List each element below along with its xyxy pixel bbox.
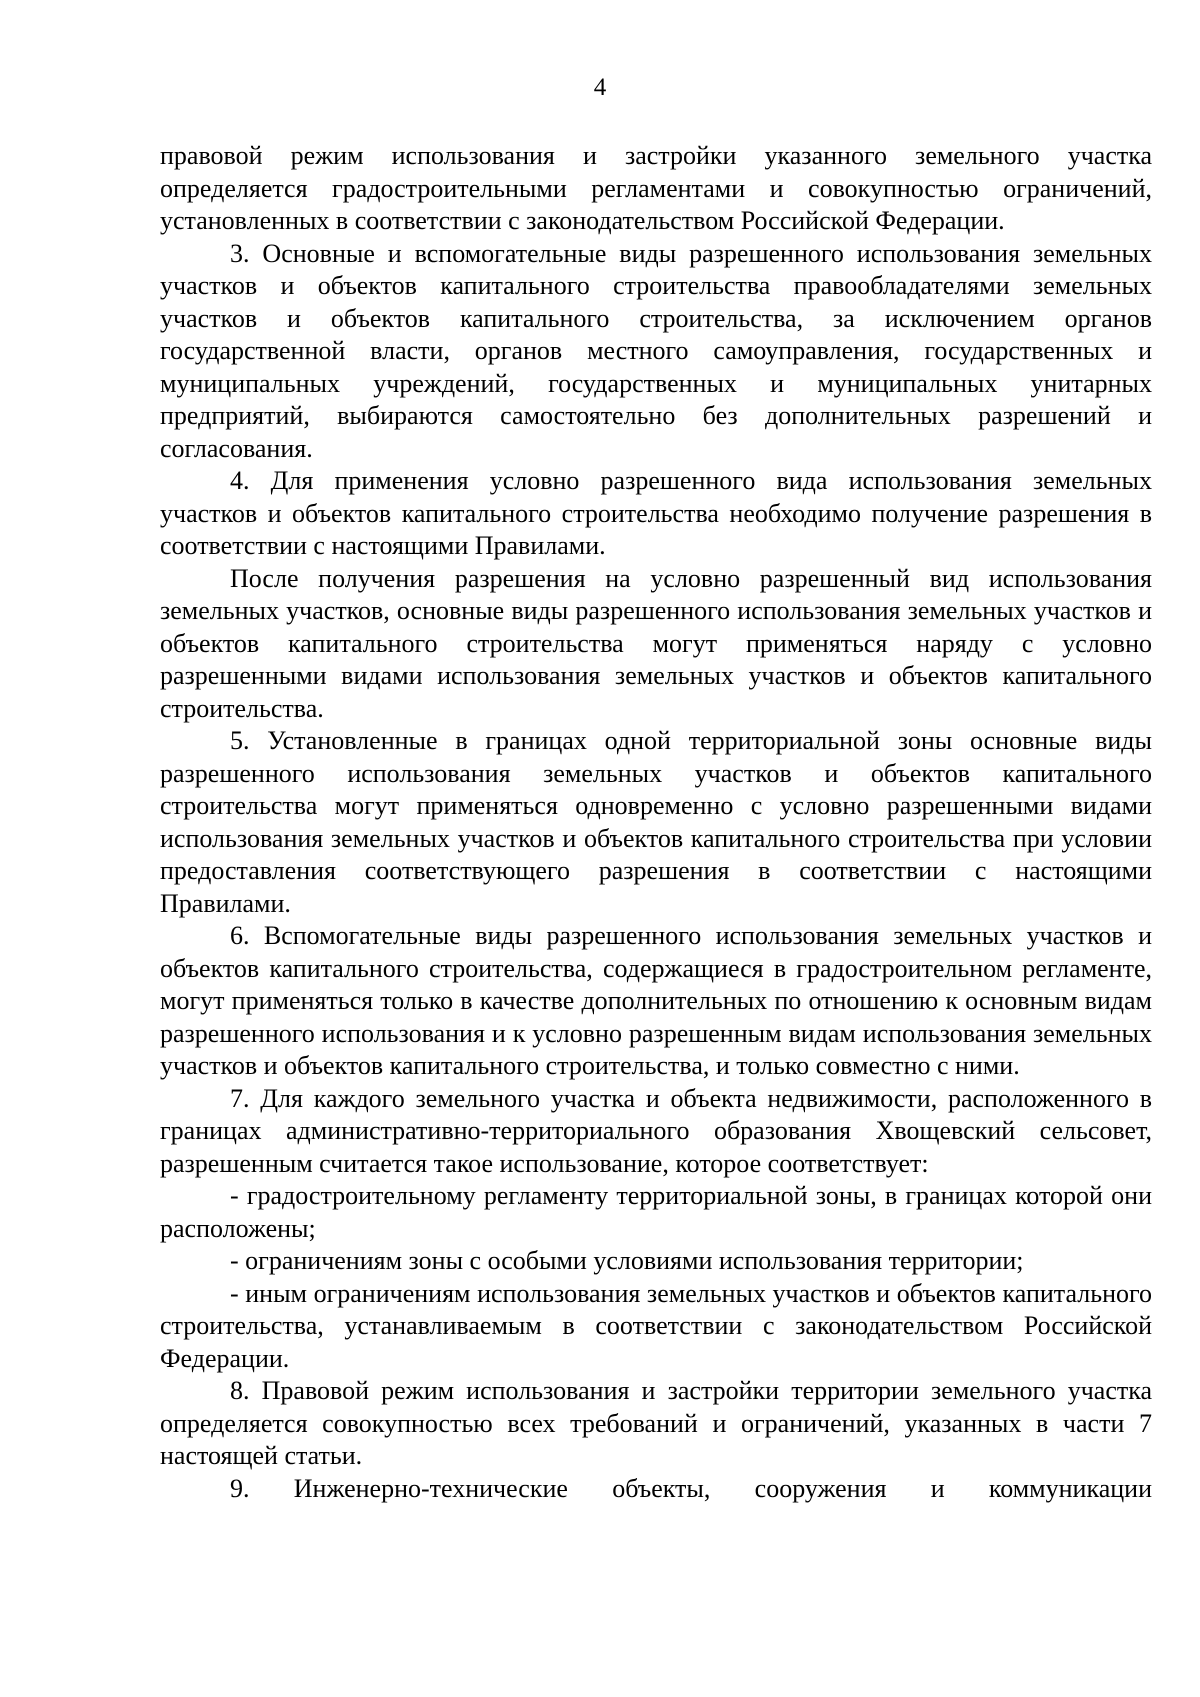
paragraph-item-4: 4. Для применения условно разрешенного вида использования земельных участков и объектов капитального строительства необходимо получение разрешения в соответствии с настоящими Правилами. [160,466,1152,560]
list-item-zone-restrictions: - ограничениям зоны с особыми условиями использования территории; [230,1246,1024,1275]
paragraph-item-4-continuation: После получения разрешения на условно разрешенный вид использования земельных участков, основные виды разрешенного использования земельных участков и объектов капитального строительства могут применяться наряду с условно разрешенными видами использования земельных участков и объектов капитального строительства. [160,563,1152,723]
paragraph-continuation: правовой режим использования и застройки указанного земельного участка определяется градостроительными регламентами и совокупностью ограничений, установленных в соответствии с законодательством Российской Федерации. [160,141,1152,235]
paragraph-item-7: 7. Для каждого земельного участка и объекта недвижимости, расположенного в границах административно-территориального образования Хвощевский сельсовет, разрешенным считается такое использование, которое соответствует: [160,1083,1152,1178]
paragraph-item-6: 6. Вспомогательные виды разрешенного использования земельных участков и объектов капитального строительства, содержащиеся в градостроительном регламенте, могут применяться только в качестве дополнительных по отношению к основным видам разрешенного использования и к условно разрешенным видам использования земельных участков и объектов капитального строительства, и только совместно с ними. [160,921,1152,1080]
list-item-other-restrictions: - иным ограничениям использования земельных участков и объектов капитального строительства, устанавливаемым в соответствии с законодательством Российской Федерации. [160,1278,1152,1373]
paragraph-item-3: 3. Основные и вспомогательные виды разрешенного использования земельных участков и объектов капитального строительства правообладателями земельных участков и объектов капитального строительства, за исключением органов государственной власти, органов местного самоуправления, государственных и муниципальных учреждений, государственных и муниципальных унитарных предприятий, выбираются самостоятельно без дополнительных разрешений и согласования. [160,238,1152,463]
page-number: 4 [593,74,607,101]
paragraph-item-5: 5. Установленные в границах одной территориальной зоны основные виды разрешенного использования земельных участков и объектов капитального строительства могут применяться одновременно с условно разрешенными видами использования земельных участков и объектов капитального строительства при условии предоставления соответствующего разрешения в соответствии с настоящими Правилами. [160,726,1152,918]
document-body [160,140,1152,1505]
list-item-urban-regulation: - градостроительному регламенту территориальной зоны, в границах которой они расположены; [160,1181,1152,1243]
paragraph-item-9: 9. Инженерно-технические объекты, сооружения и коммуникации [230,1473,1152,1503]
paragraph-item-8: 8. Правовой режим использования и застройки территории земельного участка определяется совокупностью всех требований и ограничений, указанных в части 7 настоящей статьи. [160,1376,1152,1470]
